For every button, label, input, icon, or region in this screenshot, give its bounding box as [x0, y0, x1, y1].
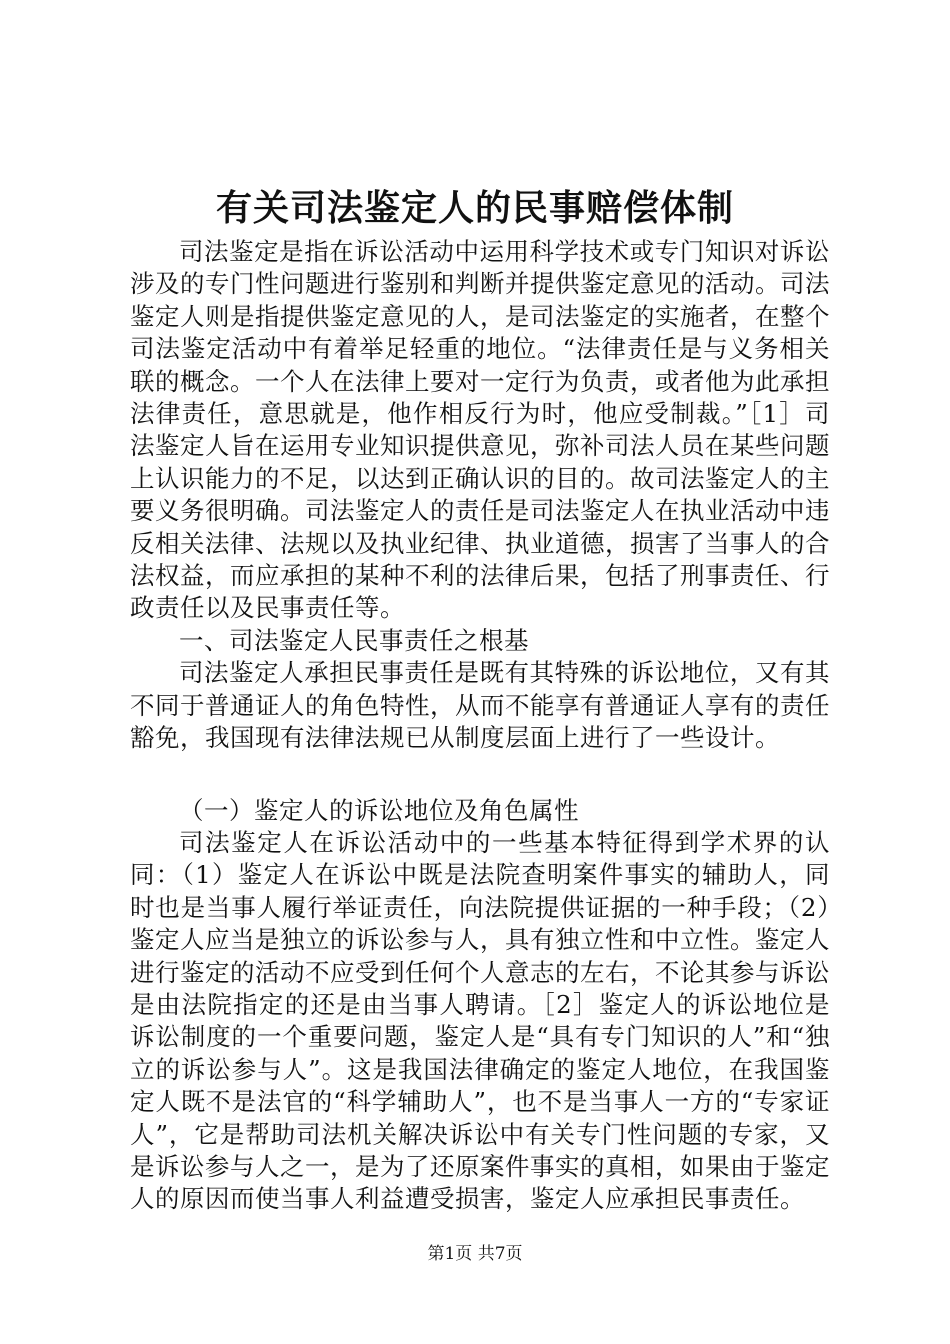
subsection-heading-1: （一）鉴定人的诉讼地位及角色属性 — [179, 795, 579, 825]
intro-paragraph: 司法鉴定是指在诉讼活动中运用科学技术或专门知识对诉讼涉及的专门性问题进行鉴别和判断并提供鉴定意见的活动。司法鉴定人则是指提供鉴定意见的人，是司法鉴定的实施者，在整个司法鉴定活动中有着举足轻重的地位。“法律责任是与义务相关联的概念。一个人在法律上要对一定行为负责，或者他为此承担法律责任，意思就是，他作相反行为时，他应受制裁。”［1］司法鉴定人旨在运用专业知识提供意见，弥补司法人员在某些问题上认识能力的不足，以达到正确认识的目的。故司法鉴定人的主要义务很明确。司法鉴定人的责任是司法鉴定人在执业活动中违反相关法律、法规以及执业纪律、执业道德，损害了当事人的合法权益，而应承担的某种不利的法律后果，包括了刑事责任、行政责任以及民事责任等。 — [130, 237, 830, 623]
document-body — [130, 236, 830, 1216]
section-1-paragraph: 司法鉴定人承担民事责任是既有其特殊的诉讼地位，又有其不同于普通证人的角色特性，从而不能享有普通证人享有的责任豁免，我国现有法律法规已从制度层面上进行了一些设计。 — [130, 658, 830, 753]
subsection-1-paragraph: 司法鉴定人在诉讼活动中的一些基本特征得到学术界的认同：（1）鉴定人在诉讼中既是法院查明案件事实的辅助人，同时也是当事人履行举证责任，向法院提供证据的一种手段；（2）鉴定人应当是独立的诉讼参与人，具有独立性和中立性。鉴定人进行鉴定的活动不应受到任何个人意志的左右，不论其参与诉讼是由法院指定的还是由当事人聘请。［2］鉴定人的诉讼地位是诉讼制度的一个重要问题，鉴定人是“具有专门知识的人”和“独立的诉讼参与人”。这是我国法律确定的鉴定人地位，在我国鉴定人既不是法官的“科学辅助人”，也不是当事人一方的“专家证人”，它是帮助司法机关解决诉讼中有关专门性问题的专家，又是诉讼参与人之一，是为了还原案件事实的真相，如果由于鉴定人的原因而使当事人利益遭受损害，鉴定人应承担民事责任。 — [130, 827, 830, 1214]
page-number: 第1页 共7页 — [427, 1244, 523, 1264]
section-heading-1: 一、司法鉴定人民事责任之根基 — [179, 625, 529, 655]
document-title: 有关司法鉴定人的民事赔偿体制 — [215, 187, 734, 229]
